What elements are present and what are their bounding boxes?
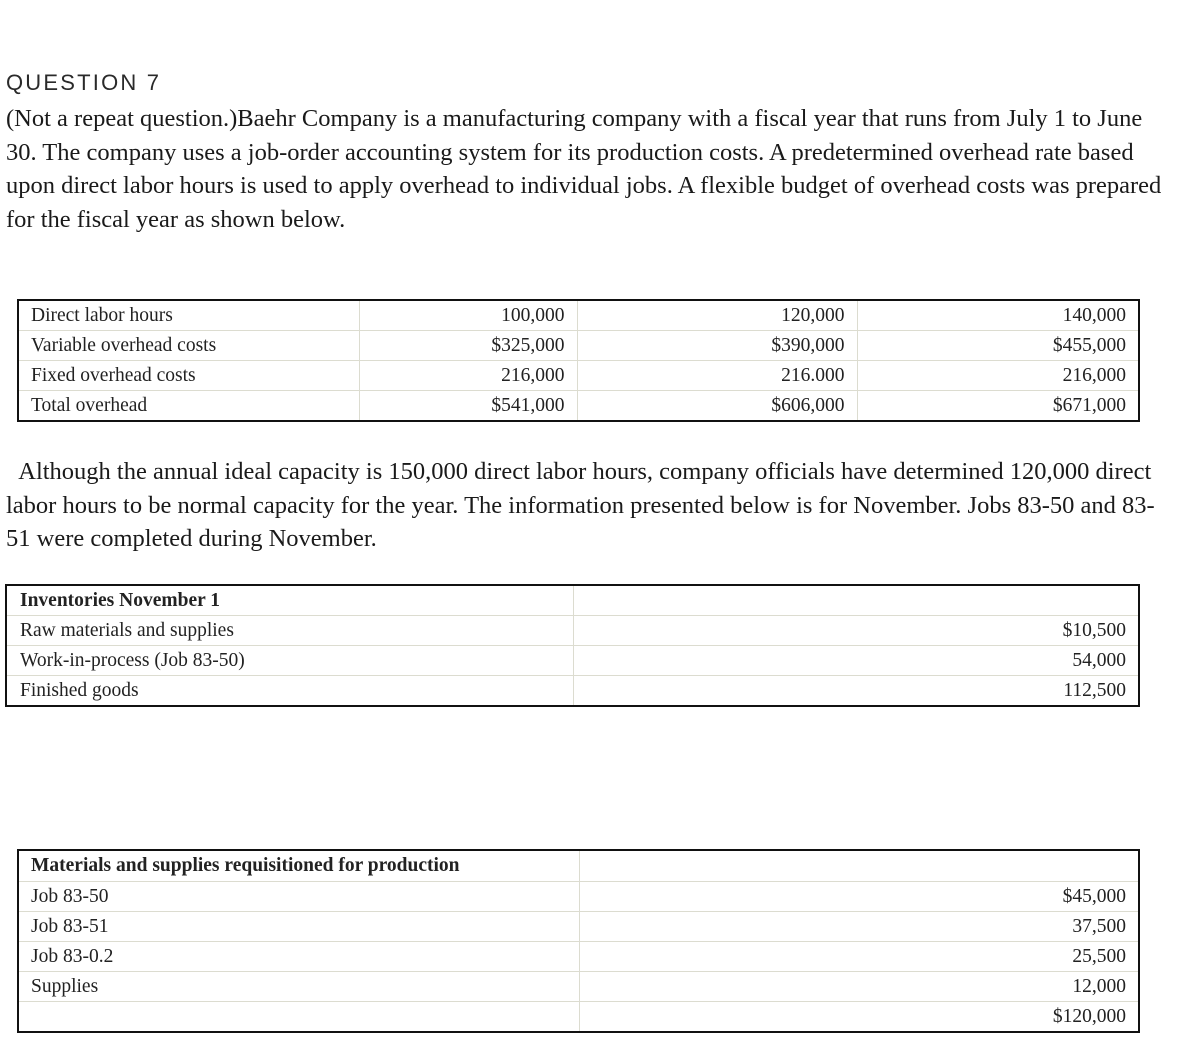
table-total-row xyxy=(18,1002,1139,1033)
table-header-row xyxy=(6,585,1139,616)
value-cell: 112,500 xyxy=(573,676,1139,707)
question-heading: QUESTION 7 xyxy=(6,70,162,95)
empty-cell xyxy=(573,585,1139,616)
value-cell: $325,000 xyxy=(359,331,577,361)
table-row xyxy=(18,300,1139,331)
value-cell: $390,000 xyxy=(577,331,857,361)
row-label: Job 83-50 xyxy=(18,882,579,912)
value-cell: 216.000 xyxy=(577,361,857,391)
overhead-budget-table xyxy=(17,299,1140,422)
question-intro: (Not a repeat question.)Baehr Company is a manufacturing company with a fiscal year that runs from July 1 to June 30. The company uses a job-order accounting system for its production costs. A predetermined overhead rate based upon direct labor hours is used to apply overhead to individual jobs. A flexible budget of overhead costs was prepared for the fiscal year as shown below. xyxy=(6,105,1162,233)
row-label xyxy=(18,1002,579,1033)
value-cell: $10,500 xyxy=(573,616,1139,646)
value-cell: 37,500 xyxy=(579,912,1139,942)
table-row xyxy=(18,361,1139,391)
materials-requisition-table xyxy=(17,849,1140,1033)
empty-cell xyxy=(579,850,1139,882)
value-cell: 12,000 xyxy=(579,972,1139,1002)
row-label: Finished goods xyxy=(6,676,573,707)
row-label: Job 83-51 xyxy=(18,912,579,942)
value-cell: 216,000 xyxy=(857,361,1139,391)
row-label: Variable overhead costs xyxy=(18,331,359,361)
row-label: Work-in-process (Job 83-50) xyxy=(6,646,573,676)
value-cell: 140,000 xyxy=(857,300,1139,331)
capacity-paragraph: Although the annual ideal capacity is 150,000 direct labor hours, company officials have determined 120,000 direct labor hours to be normal capacity for the year. The information presented below is for November. Jobs 83-50 and 83-51 were completed during November. xyxy=(6,458,1155,552)
table-row xyxy=(18,972,1139,1002)
table-row xyxy=(18,912,1139,942)
table-row xyxy=(18,882,1139,912)
table-header: Inventories November 1 xyxy=(6,585,573,616)
value-cell: $671,000 xyxy=(857,391,1139,422)
value-cell: 100,000 xyxy=(359,300,577,331)
table-row xyxy=(6,676,1139,707)
value-cell: 54,000 xyxy=(573,646,1139,676)
row-label: Fixed overhead costs xyxy=(18,361,359,391)
total-value-cell: $120,000 xyxy=(579,1002,1139,1033)
value-cell: 216,000 xyxy=(359,361,577,391)
row-label: Job 83-0.2 xyxy=(18,942,579,972)
value-cell: $606,000 xyxy=(577,391,857,422)
table-row xyxy=(6,616,1139,646)
row-label: Direct labor hours xyxy=(18,300,359,331)
row-label: Raw materials and supplies xyxy=(6,616,573,646)
value-cell: $455,000 xyxy=(857,331,1139,361)
table-row xyxy=(18,391,1139,422)
value-cell: $541,000 xyxy=(359,391,577,422)
value-cell: 120,000 xyxy=(577,300,857,331)
value-cell: 25,500 xyxy=(579,942,1139,972)
row-label: Supplies xyxy=(18,972,579,1002)
table-row xyxy=(18,331,1139,361)
table-row xyxy=(6,646,1139,676)
value-cell: $45,000 xyxy=(579,882,1139,912)
table-header-row xyxy=(18,850,1139,882)
table-row xyxy=(18,942,1139,972)
inventories-table xyxy=(5,584,1140,707)
table-header: Materials and supplies requisitioned for production xyxy=(18,850,579,882)
row-label: Total overhead xyxy=(18,391,359,422)
